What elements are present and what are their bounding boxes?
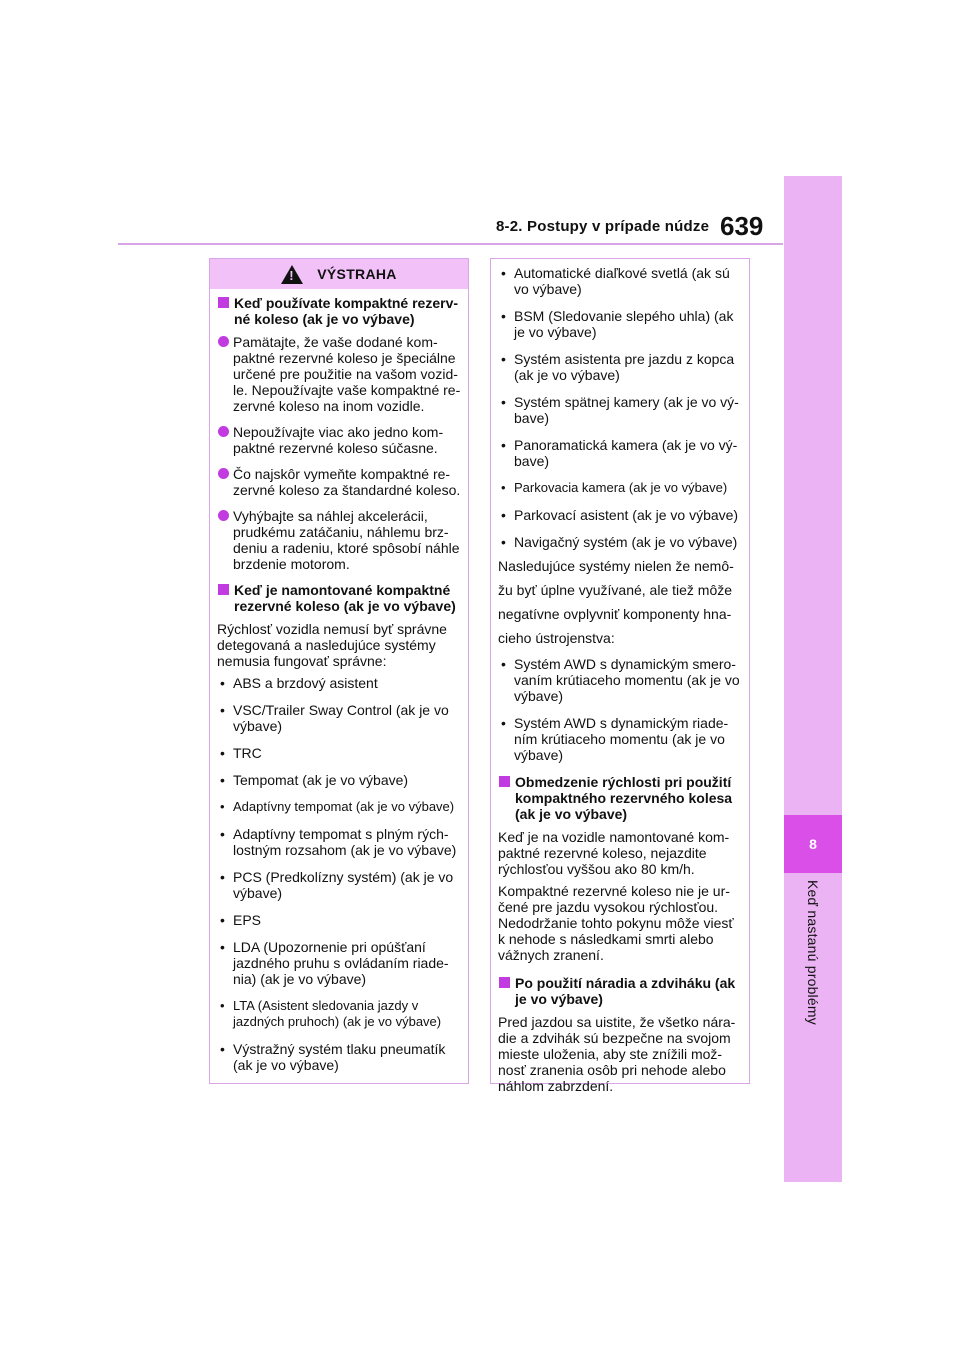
list-item-text: EPS — [233, 912, 262, 928]
list-item-text: Nepoužívajte viac ako jedno kom-paktné rezervné koleso súčasne. — [233, 424, 444, 456]
list-item — [217, 745, 462, 761]
paragraph: Pred jazdou sa uistite, že všetko nára-die a zdvihák sú bezpečne na svojom mieste uloženia, aby ste znížili mož-nosť zranenia osôb pri nehode alebo náhlom zabrzdení. — [498, 1014, 736, 1094]
list-item-text: PCS (Predkolízny systém) (ak je vo výbave) — [233, 869, 454, 901]
paragraph: Keď je na vozidle namontované kom-paktné rezervné koleso, nejazdite rýchlosťou vyššou ako 80 km/h. — [498, 829, 730, 877]
list-item — [217, 334, 462, 414]
list-item-text: ABS a brzdový asistent — [233, 675, 378, 691]
bullet-dot-icon: • — [501, 480, 506, 495]
list-item-text: Parkovací asistent (ak je vo výbave) — [514, 507, 739, 523]
list-item — [498, 308, 743, 340]
list-item — [498, 394, 743, 426]
list-item-text: LTA (Asistent sledovania jazdy v jazdných pruhoch) (ak je vo výbave) — [233, 998, 442, 1029]
warning-box-left — [209, 258, 469, 1084]
bullet-dot-icon: • — [220, 1041, 225, 1057]
list-item-text: Čo najskôr vymeňte kompaktné re-zervné koleso za štandardné koleso. — [233, 466, 461, 498]
bullet-dot-icon: • — [501, 534, 506, 550]
bullet-dot-icon: • — [220, 869, 225, 885]
list-item-text: Adaptívny tempomat s plným rých-lostným rozsahom (ak je vo výbave) — [233, 826, 457, 858]
list-item — [498, 534, 743, 550]
list-item — [217, 702, 462, 734]
list-item — [217, 675, 462, 691]
list-item — [217, 939, 462, 987]
bullet-dot-icon: • — [501, 265, 506, 281]
list-item-text: Parkovacia kamera (ak je vo výbave) — [514, 480, 728, 495]
bullet-dot-icon: • — [220, 912, 225, 928]
list-item-text: Vyhýbajte sa náhlej akcelerácii, prudkému zatáčaniu, náhlemu brz-deniu a radeniu, ktoré spôsobí náhle brzdenie motorom. — [233, 508, 460, 572]
list-item — [498, 265, 743, 297]
list-item-text: Výstražný systém tlaku pneumatík (ak je vo výbave) — [233, 1041, 446, 1073]
bullet-dot-icon: • — [501, 507, 506, 523]
bullet-dot-icon: • — [501, 437, 506, 453]
list-item — [217, 772, 462, 788]
warning-header — [210, 259, 468, 289]
list-item — [217, 998, 462, 1030]
bullet-dot-icon: • — [501, 394, 506, 410]
subheading-speed-limit — [498, 774, 743, 822]
bullet-dot-icon: • — [220, 939, 225, 955]
list-item — [217, 1041, 462, 1073]
bullet-dot-icon: • — [220, 998, 225, 1013]
list-item — [217, 424, 462, 456]
bullet-dot-icon: • — [501, 351, 506, 367]
bullet-dot-icon: • — [501, 715, 506, 731]
list-item — [217, 826, 462, 858]
list-item — [217, 912, 462, 928]
chapter-number: 8 — [784, 815, 842, 873]
bullet-dot-icon: • — [220, 745, 225, 761]
list-item — [498, 480, 743, 496]
list-item-text: LDA (Upozornenie pri opúšťaní jazdného pruhu s ovládaním riade-nia) (ak je vo výbave) — [233, 939, 449, 987]
bullet-dot-icon: • — [220, 826, 225, 842]
paragraph: Nasledujúce systémy nielen že nemô-žu byť úplne využívané, ale tiež môže negatívne ovplyvniť komponenty hna-cieho ústrojenstva: — [498, 558, 734, 646]
list-item — [498, 507, 743, 523]
circle-bullet-icon — [218, 510, 229, 521]
chapter-title: Keď nastanú problémy — [805, 880, 821, 1025]
warning-triangle-icon — [281, 265, 303, 284]
list-item — [498, 715, 743, 763]
bullet-dot-icon: • — [220, 799, 225, 814]
list-item-text: TRC — [233, 745, 262, 761]
list-item-text: Panoramatická kamera (ak je vo vý-bave) — [514, 437, 738, 469]
warning-box-right — [490, 258, 750, 1094]
subheading-text: Po použití náradia a zdviháku (ak je vo výbave) — [515, 975, 736, 1007]
square-bullet-icon — [499, 977, 510, 988]
circle-bullet-icon — [218, 426, 229, 437]
subheading-mounted-spare — [217, 582, 462, 614]
list-item — [498, 656, 743, 704]
bullet-dot-icon: • — [501, 656, 506, 672]
list-item-text: VSC/Trailer Sway Control (ak je vo výbave) — [233, 702, 449, 734]
list-item — [498, 351, 743, 383]
bullet-dot-icon: • — [501, 308, 506, 324]
list-item-text: Adaptívny tempomat (ak je vo výbave) — [233, 799, 455, 814]
page-number: 639 — [720, 211, 764, 241]
list-item — [217, 466, 462, 498]
list-item-text: Navigačný systém (ak je vo výbave) — [514, 534, 738, 550]
list-item-text: Systém asistenta pre jazdu z kopca (ak je vo výbave) — [514, 351, 735, 383]
subheading-text: Keď používate kompaktné rezerv-né koleso (ak je vo výbave) — [234, 295, 459, 327]
subheading-compact-spare — [217, 295, 462, 327]
square-bullet-icon — [218, 584, 229, 595]
list-item-text: Automatické diaľkové svetlá (ak sú vo výbave) — [514, 265, 730, 297]
warning-label: VÝSTRAHA — [317, 266, 397, 282]
list-item — [217, 869, 462, 901]
list-item — [217, 799, 462, 815]
paragraph: Kompaktné rezervné koleso nie je ur-čené pre jazdu vysokou rýchlosťou. Nedodržanie tohto pokynu môže viesť k nehode s následkami smrti alebo vážnych zranení. — [498, 883, 734, 963]
square-bullet-icon — [218, 297, 229, 308]
subheading-text: Obmedzenie rýchlosti pri použití kompaktného rezervného kolesa (ak je vo výbave) — [515, 774, 733, 822]
list-item-text: Systém AWD s dynamickým riade-ním krútiaceho momentu (ak je vo výbave) — [514, 715, 729, 763]
header-rule — [118, 243, 783, 245]
list-item-text: Systém AWD s dynamickým smero-vaním krútiaceho momentu (ak je vo výbave) — [514, 656, 740, 704]
list-item — [498, 437, 743, 469]
paragraph: Rýchlosť vozidla nemusí byť správne detegovaná a nasledujúce systémy nemusia fungovať správne: — [217, 621, 447, 669]
list-item-text: BSM (Sledovanie slepého uhla) (ak je vo výbave) — [514, 308, 734, 340]
square-bullet-icon — [499, 776, 510, 787]
list-item — [217, 508, 462, 572]
bullet-dot-icon: • — [220, 675, 225, 691]
circle-bullet-icon — [218, 336, 229, 347]
list-item-text: Tempomat (ak je vo výbave) — [233, 772, 409, 788]
bullet-dot-icon: • — [220, 702, 225, 718]
section-title: 8-2. Postupy v prípade núdze — [496, 218, 710, 235]
list-item-text: Pamätajte, že vaše dodané kom-paktné rezervné koleso je špeciálne určené pre použitie na vašom vozid-le. Nepoužívajte vaše kompaktné re-zervné koleso na inom vozidle. — [233, 334, 461, 414]
circle-bullet-icon — [218, 468, 229, 479]
list-item-text: Systém spätnej kamery (ak je vo vý-bave) — [514, 394, 739, 426]
subheading-tools — [498, 975, 743, 1007]
bullet-dot-icon: • — [220, 772, 225, 788]
subheading-text: Keď je namontované kompaktné rezervné koleso (ak je vo výbave) — [234, 582, 456, 614]
